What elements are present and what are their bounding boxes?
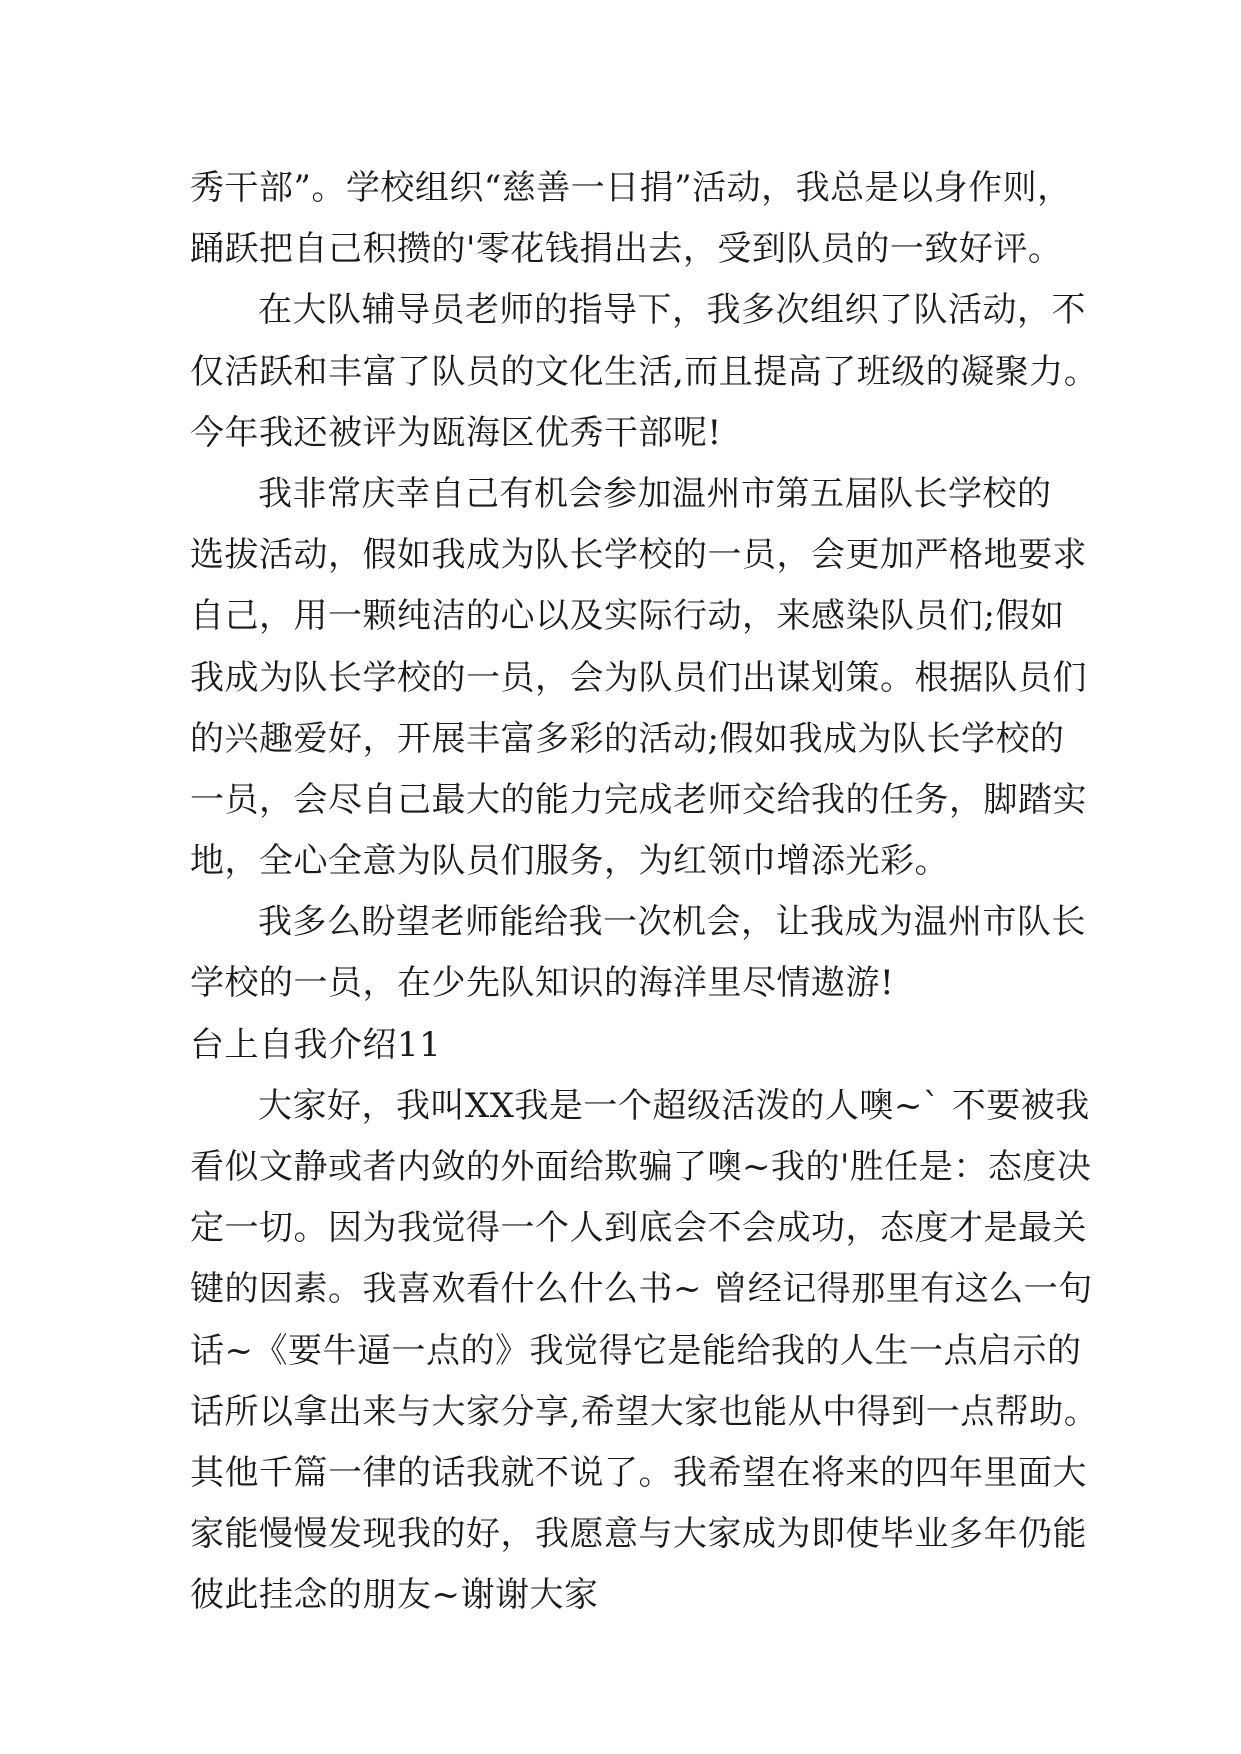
text-line: 仅活跃和丰富了队员的文化生活,而且提高了班级的凝聚力。: [190, 351, 1099, 392]
text-line: 话~《要牛逼一点的》我觉得它是能给我的人生一点启示的: [190, 1330, 1082, 1371]
text-line: 一员，会尽自己最大的能力完成老师交给我的任务，脚踏实: [190, 779, 1087, 820]
paragraph-start-line: 在大队辅导员老师的指导下，我多次组织了队活动，不: [258, 290, 1086, 331]
text-line: 地，全心全意为队员们服务，为红领巾增添光彩。: [190, 841, 949, 882]
text-line: 键的因素。我喜欢看什么什么书~ 曾经记得那里有这么一句: [190, 1269, 1093, 1310]
text-line: 今年我还被评为瓯海区优秀干部呢!: [190, 412, 722, 453]
text-line: 学校的一员，在少先队知识的海洋里尽情遨游!: [190, 963, 895, 1004]
text-line: 彼此挂念的朋友~谢谢大家: [190, 1575, 599, 1616]
text-line: 的兴趣爱好，开展丰富多彩的活动;假如我成为队长学校的: [190, 718, 1065, 759]
text-line: 看似文静或者内敛的外面给欺骗了噢~我的'胜任是：态度决: [190, 1147, 1092, 1187]
text-line: 话所以拿出来与大家分享,希望大家也能从中得到一点帮助。: [190, 1391, 1099, 1432]
paragraph-start-line: 大家好，我叫XX我是一个超级活泼的人噢~` 不要被我: [258, 1085, 1090, 1126]
text-line: 踊跃把自己积攒的'零花钱捐出去，受到队员的一致好评。: [190, 229, 1063, 270]
text-line: 其他千篇一律的话我就不说了。我希望在将来的四年里面大: [190, 1452, 1087, 1493]
section-heading: 台上自我介绍11: [190, 1024, 442, 1065]
text-line: 秀干部”。学校组织“慈善一日捐”活动，我总是以身作则，: [190, 168, 1072, 208]
text-line: 选拔活动，假如我成为队长学校的一员，会更加严格地要求: [190, 535, 1087, 576]
paragraph-start-line: 我多么盼望老师能给我一次机会，让我成为温州市队长: [258, 902, 1086, 943]
text-line: 定一切。因为我觉得一个人到底会不会成功，态度才是最关: [190, 1208, 1087, 1249]
text-line: 我成为队长学校的一员，会为队员们出谋划策。根据队员们: [190, 657, 1087, 698]
document-page: [190, 158, 1099, 1627]
paragraph-start-line: 我非常庆幸自己有机会参加温州市第五届队长学校的: [258, 473, 1052, 514]
text-line: 自己，用一颗纯洁的心以及实际行动，来感染队员们;假如: [190, 596, 1065, 637]
text-line: 家能慢慢发现我的好，我愿意与大家成为即使毕业多年仍能: [190, 1514, 1087, 1555]
